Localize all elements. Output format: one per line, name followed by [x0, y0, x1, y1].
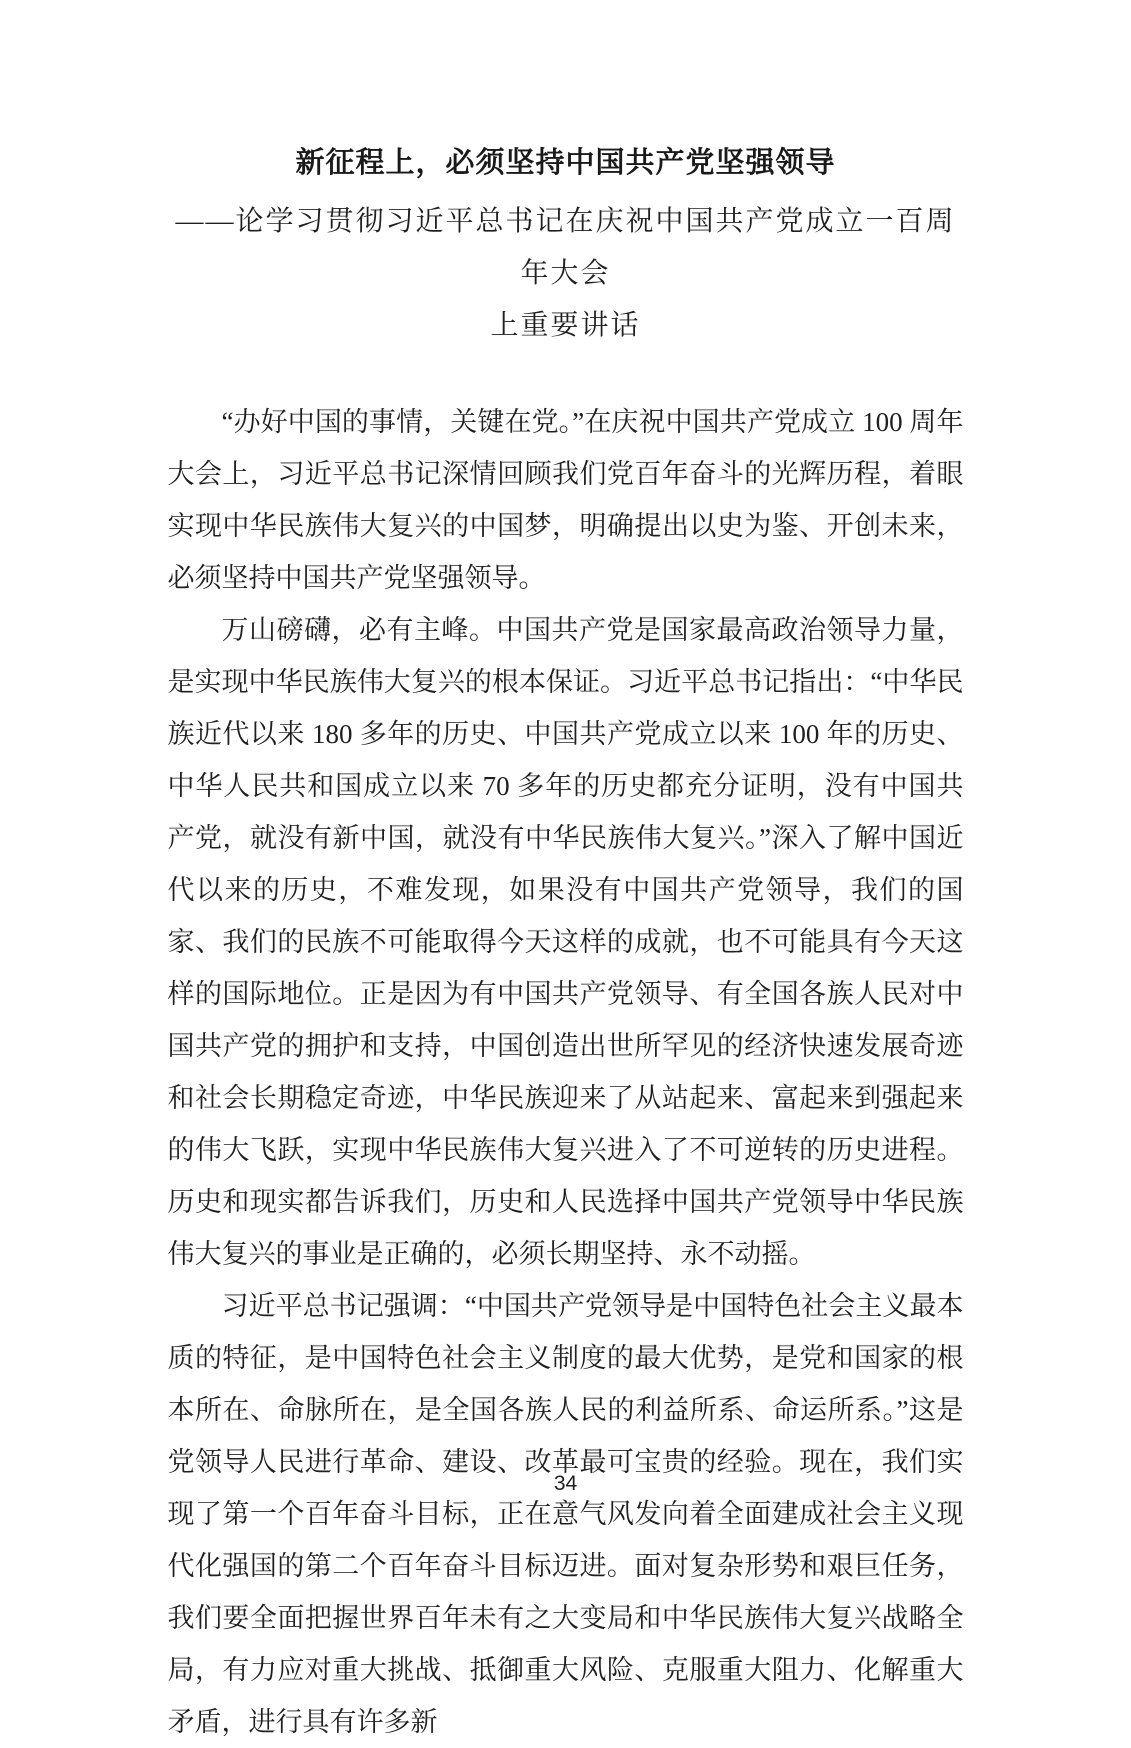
document-title: 新征程上，必须坚持中国共产党坚强领导 — [295, 147, 836, 179]
paragraph-3: 习近平总书记强调：“中国共产党领导是中国特色社会主义最本质的特征，是中国特色社会主义制度的最大优势，是党和国家的根本所在、命脉所在，是全国各族人民的利益所系、命运所系。”这是党领导人民进行革命、建设、改革最可宝贵的经验。现在，我们实现了第一个百年奋斗目标，正在意气风发向着全面建成社会主义现代化强国的第二个百年奋斗目标迈进。面对复杂形势和艰巨任务，我们要全面把握世界百年未有之大变局和中华民族伟大复兴战略全局，有力应对重大挑战、抵御重大风险、克服重大阻力、化解重大矛盾，进行具有许多新 — [167, 1291, 964, 1737]
subtitle-line-2: 上重要讲话 — [490, 310, 641, 341]
paragraph-2: 万山磅礴，必有主峰。中国共产党是国家最高政治领导力量，是实现中华民族伟大复兴的根本保证。习近平总书记指出：“中华民族近代以来 180 多年的历史、中国共产党成立以来 100 年的历史、中华人民共和国成立以来 70 多年的历史都充分证明，没有中国共产党，就没有新中国，就没有中华民族伟大复兴。”深入了解中国近代以来的历史，不难发现，如果没有中国共产党领导，我们的国家、我们的民族不可能取得今天这样的成就，也不可能具有今天这样的国际地位。正是因为有中国共产党领导、有全国各族人民对中国共产党的拥护和支持，中国创造出世所罕见的经济快速发展奇迹和社会长期稳定奇迹，中华民族迎来了从站起来、富起来到强起来的伟大飞跃，实现中华民族伟大复兴进入了不可逆转的历史进程。历史和现实都告诉我们，历史和人民选择中国共产党领导中华民族伟大复兴的事业是正确的，必须长期坚持、永不动摇。 — [167, 615, 964, 1269]
document-subtitle — [168, 196, 964, 352]
page-number: 34 — [553, 1472, 578, 1495]
subtitle-line-1: ——论学习贯彻习近平总书记在庆祝中国共产党成立一百周年大会 — [175, 206, 956, 289]
body-text — [168, 396, 964, 1748]
paragraph-1: “办好中国的事情，关键在党。”在庆祝中国共产党成立 100 周年大会上，习近平总书记深情回顾我们党百年奋斗的光辉历程，着眼实现中华民族伟大复兴的中国梦，明确提出以史为鉴、开创未来，必须坚持中国共产党坚强领导。 — [167, 407, 964, 593]
